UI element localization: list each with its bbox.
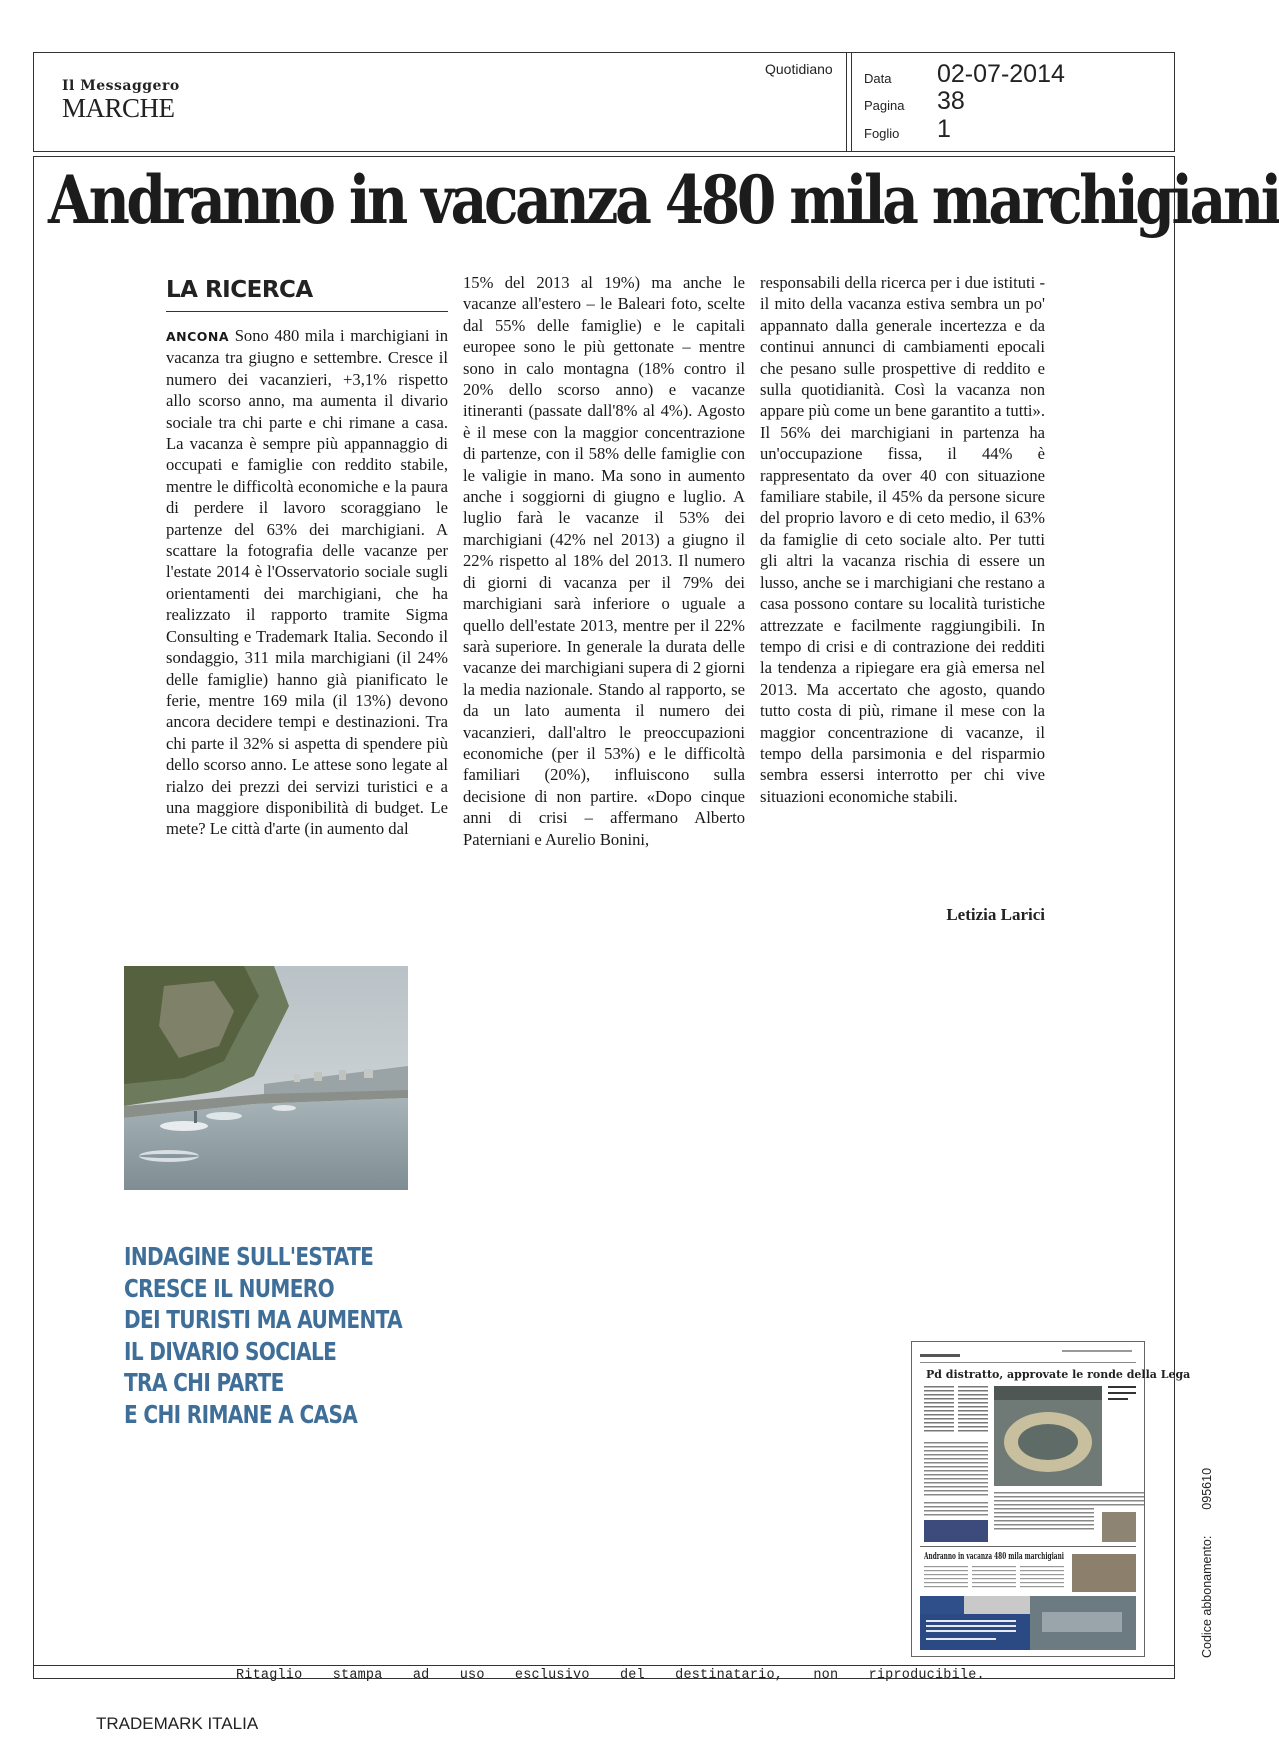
thumbnail-top-headline: Pd distratto, approvate le ronde della Lega xyxy=(926,1368,1191,1381)
article-column-3 xyxy=(760,272,1045,807)
header-divider xyxy=(851,52,852,152)
logo-top-text: Il Messaggero xyxy=(62,78,180,94)
clipping-header xyxy=(33,52,1175,152)
meta-key: Pagina xyxy=(864,98,905,113)
header-divider xyxy=(846,52,847,152)
reproduction-notice: Ritaglio stampa ad uso esclusivo del destinatario, non riproducibile. xyxy=(236,1668,985,1683)
meta-value: 38 xyxy=(937,87,965,115)
article-column-2 xyxy=(463,272,745,850)
pull-quote-line: CRESCE IL NUMERO xyxy=(124,1273,335,1303)
meta-key: Data xyxy=(864,71,892,86)
page-thumbnail xyxy=(911,1341,1191,1657)
subscription-code-value: 095610 xyxy=(1200,1467,1214,1510)
harbour-photo-illustration xyxy=(124,966,408,1190)
article-kicker: LA RICERCA xyxy=(166,277,313,303)
column-2-text: 15% del 2013 al 19%) ma anche le vacanze all'estero – le Baleari foto, scelte dal 55% delle famiglie) e le capitali europee sono le più gettonate – mentre sono in calo montagna (18% contro il 20% dello scorso anno) e vacanze itineranti (passate dall'8% al 4%). Agosto è il mese con la maggior concentrazione di partenze, con il 58% delle famiglie con le valigie in mano. Ma sono in aumento anche i soggiorni di giugno e luglio. A luglio farà le vacanze il 53% dei marchigiani (42% nel 2013) a giugno il 22% rispetto al 18% del 2013. Il numero di giorni di vacanza per il 79% dei marchigiani sarà inferiore o uguale a quello dell'estate 2013, mentre per il 22% sarà superiore. In generale la durata delle vacanze dei marchigiani supera di 2 giorni la media nazionale. Stando al rapporto, se da un lato aumenta il numero dei vacanzieri, dall'altro le preoccupazioni economiche (per il 53%) e le difficoltà familiari (20%), influiscono sulla decisione di non partire. «Dopo cinque anni di crisi – affermano Alberto Paterniani e Aurelio Bonini, xyxy=(463,273,745,849)
meta-key: Foglio xyxy=(864,126,900,141)
thumbnail-article-headline: Andranno in vacanza 480 mila marchigiani xyxy=(923,1552,1065,1562)
pull-quote-line: E CHI RIMANE A CASA xyxy=(124,1399,358,1429)
page-thumbnail-illustration xyxy=(912,1342,1191,1656)
pull-quote-line: DEI TURISTI MA AUMENTA xyxy=(124,1305,403,1334)
column-3-text: responsabili della ricerca per i due istituti - il mito della vacanza estiva sembra un po' appannato dalla generale incertezza e da continui annunci di cambiamenti epocali che pesano sulle prospettive di reddito e sulla quotidianità. Così la vacanza non appare più come un bene garantito a tutti». Il 56% dei marchigiani in partenza ha un'occupazione fissa, il 44% è rappresentato da over 40 con situazione familiare stabile, il 45% da persone sicure del proprio lavoro e di ceto medio, il 63% da famiglie di ceto sociale alto. Per tutti gli altri la vacanza rischia di essere un lusso, anche se i marchigiani che restano a casa possono contare su località turistiche attrezzate e facilmente raggiungibili. In tempo di crisi e di contrazione dei redditi la tendenza a ripiegare era già emersa nel 2013. Ma accertato che agosto, quando tutto costa di più, rimane il mese con la maggior concentrazione di vacanze, il tempo della parsimonia e del risparmio sembra essersi interrotto per chi vive situazioni economiche stabili. xyxy=(760,273,1045,806)
pull-quote-line: IL DIVARIO SOCIALE xyxy=(124,1336,337,1366)
clipping-source: TRADEMARK ITALIA xyxy=(96,1714,259,1733)
article-dateline: ANCONA xyxy=(166,329,230,344)
pull-quote-line: TRA CHI PARTE xyxy=(124,1368,284,1397)
publication-type: Quotidiano xyxy=(765,61,833,77)
meta-value: 02-07-2014 xyxy=(937,60,1065,88)
kicker-divider xyxy=(166,311,448,312)
meta-value: 1 xyxy=(937,115,951,143)
subscription-code-label: Codice abbonamento: xyxy=(1200,1535,1214,1658)
article-column-1 xyxy=(166,325,448,840)
logo-edition-text: MARCHE xyxy=(62,93,175,123)
article-headline: Andranno in vacanza 480 mila marchigiani xyxy=(48,161,1279,239)
pull-quote xyxy=(124,1241,403,1430)
article-photo xyxy=(124,966,408,1190)
article-author: Letizia Larici xyxy=(946,905,1045,924)
subscription-code xyxy=(1200,1468,1214,1658)
pull-quote-line: INDAGINE SULL'ESTATE xyxy=(124,1242,374,1271)
column-1-text: Sono 480 mila i marchigiani in vacanza tra giugno e settembre. Cresce il numero dei vacanzieri, +3,1% rispetto allo scorso anno, ma aumenta il divario sociale tra chi parte e chi rimane a casa. La vacanza è sempre più appannaggio di occupati e famiglie con reddito stabile, mentre le difficoltà economiche e la paura di perdere il lavoro scoraggiano le partenze del 63% dei marchigiani. A scattare la fotografia delle vacanze per l'estate 2014 è l'Osservatorio sociale sugli orientamenti dei marchigiani, che ha realizzato il rapporto tramite Sigma Consulting e Trademark Italia. Secondo il sondaggio, 311 mila marchigiani (il 24% delle famiglie) hanno già pianificato le ferie, mentre 169 mila (il 13%) devono ancora decidere tempi e destinazioni. Tra chi parte il 32% si aspetta di spendere più dello scorso anno. Le attese sono legate al rialzo dei prezzi dei servizi turistici e a una maggiore disponibilità di budget. Le mete? Le città d'arte (in aumento dal xyxy=(166,326,448,839)
newspaper-logo xyxy=(62,79,180,122)
footer-divider xyxy=(33,1665,1175,1666)
